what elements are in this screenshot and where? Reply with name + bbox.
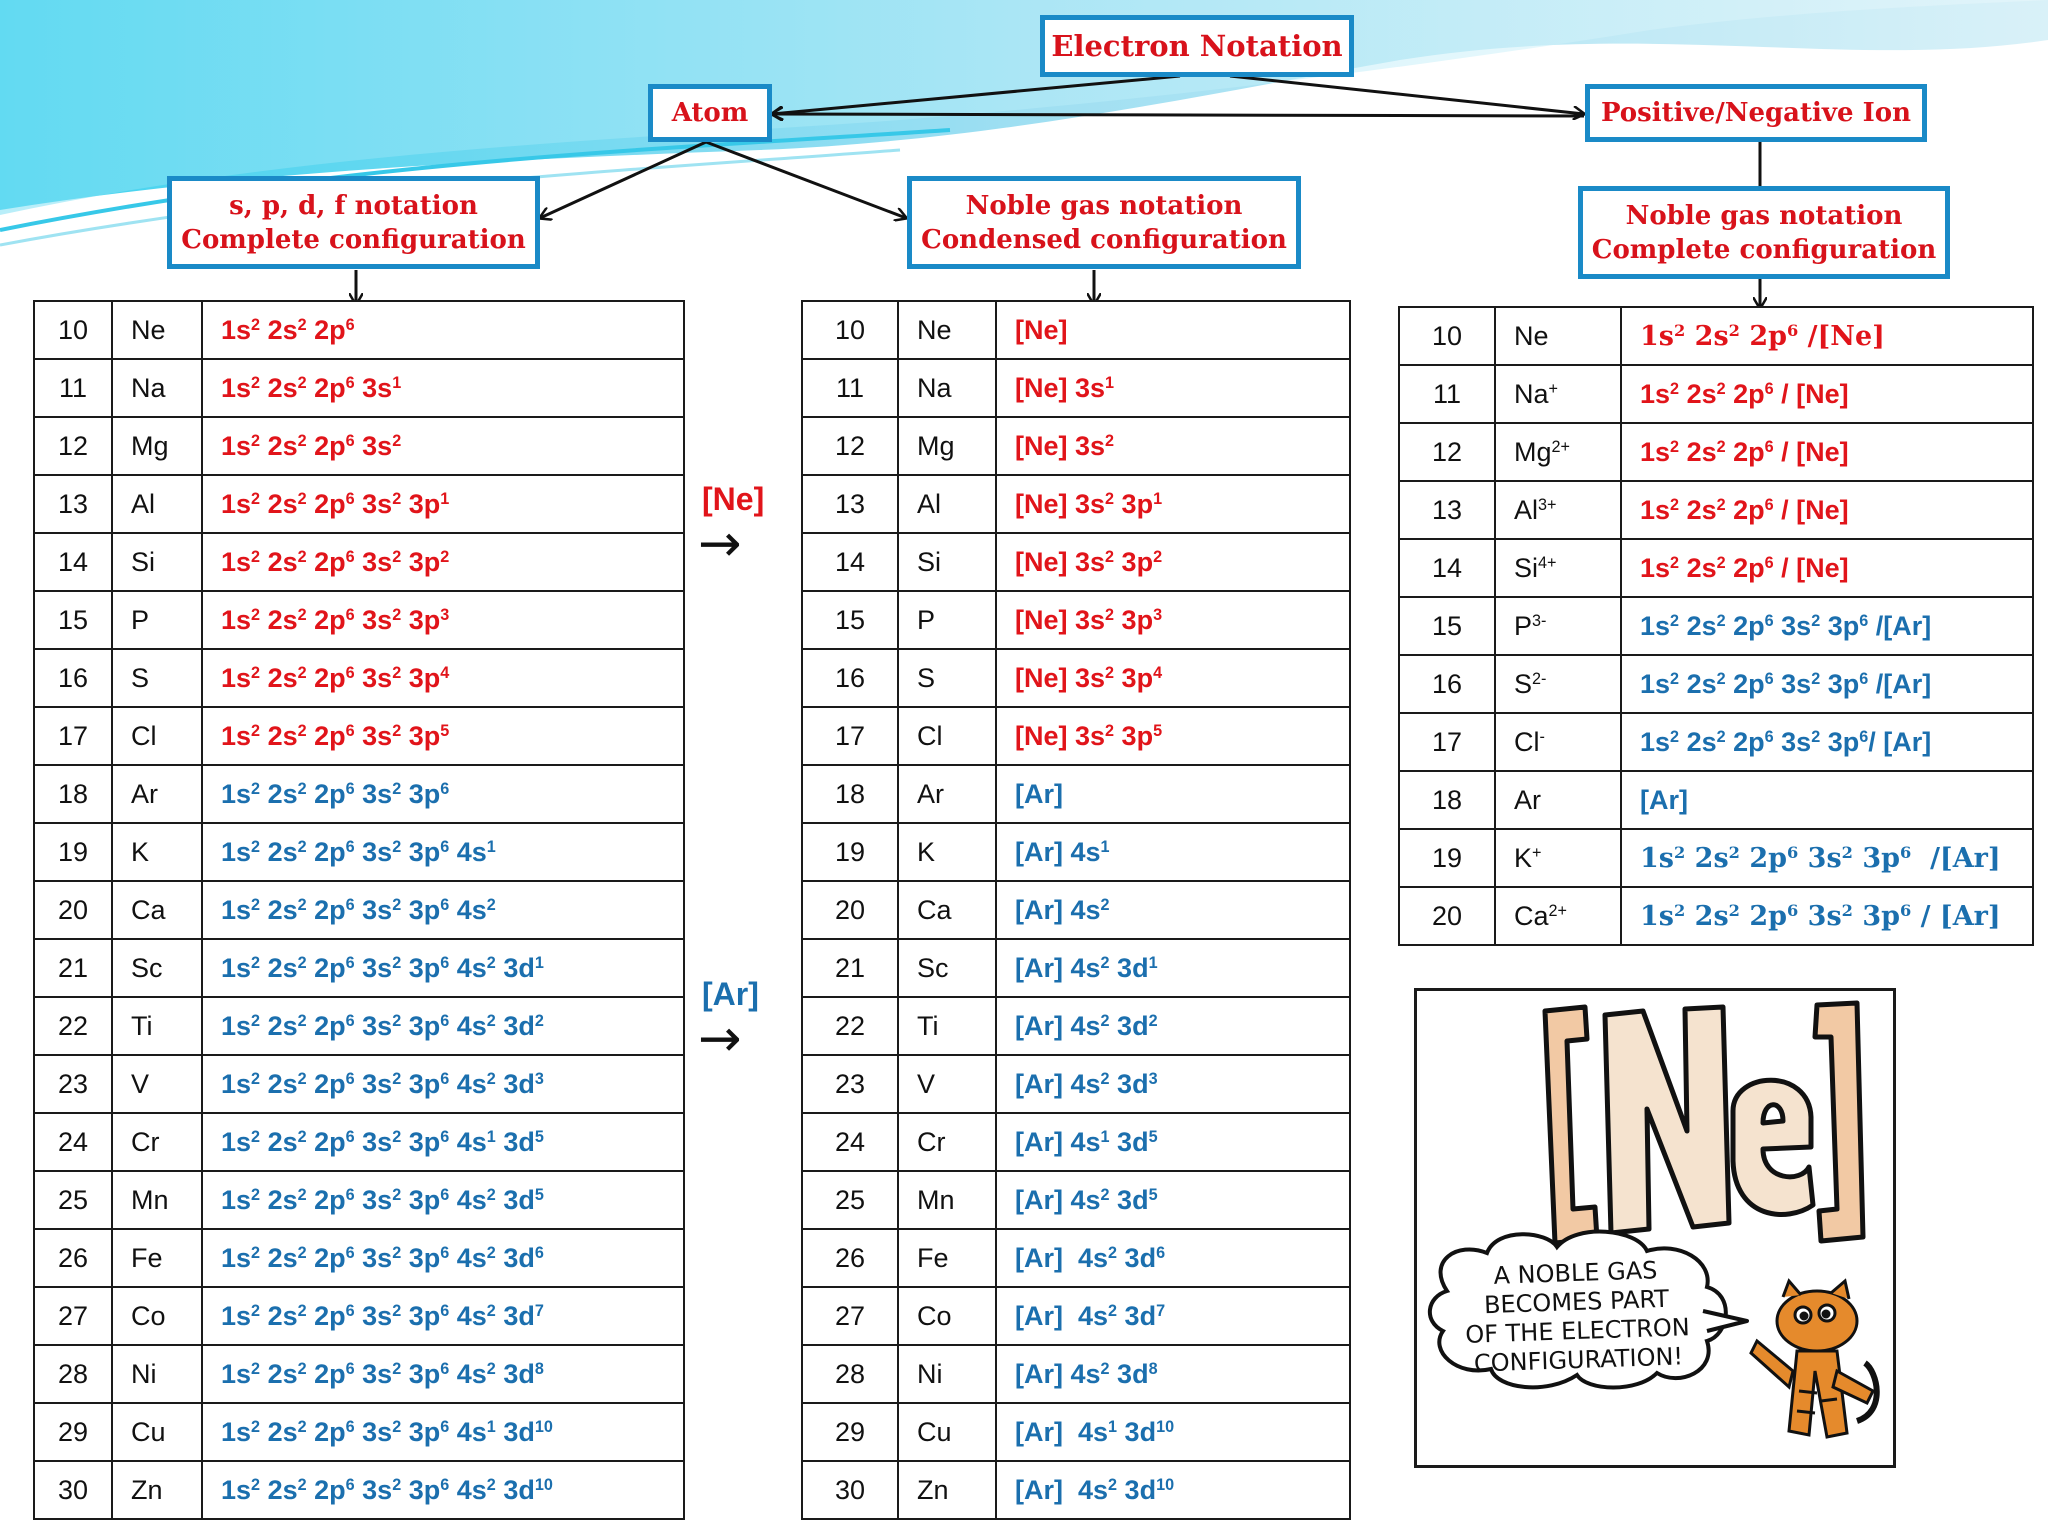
table-row [34,707,684,765]
element-symbol-cell: Ni [898,1345,996,1403]
table-row [1399,539,2033,597]
element-symbol-cell: $Mg^{2+}$ [1495,423,1621,481]
element-symbol-cell: Na+ [1495,365,1621,423]
table-row [1399,597,2033,655]
configuration-cell: [Ar] $4s^2$ $3d^1$ [996,939,1350,997]
element-symbol-cell: Ca [112,881,202,939]
configuration-cell: $1s^2$ $2s^2$ $2p^6$ $3s^2$ $3p^6$ /[Ar] [1621,655,2033,713]
atomic-number-cell: 21 [802,939,898,997]
configuration-cell: [Ar] $4s^2$ $3d^7$ [996,1287,1350,1345]
configuration-cell: $1s^2$ $2s^2$ $2p^6 / [Ne]$ [1621,423,2033,481]
configuration-cell: $1s^2$ $2s^2$ $2p^6$ $3s^2$ $3p^6/$ [Ar] [1621,713,2033,771]
atomic-number-cell: 13 [802,475,898,533]
element-symbol-cell: Al [898,475,996,533]
configuration-cell: $1s^2$ $2s^2$ $2p^6$ $3s^2$ $3p^4$ [202,649,684,707]
table-row [34,1461,684,1519]
atomic-number-cell: 25 [34,1171,112,1229]
atomic-number-cell: 13 [1399,481,1495,539]
ar-label: [Ar] [702,976,759,1012]
configuration-cell: $1s^2$ $2s^2$ $2p^6$ $3s^2$ $3p^6$ $4s^1$ [202,823,684,881]
table-row [34,1113,684,1171]
atomic-number-cell: 19 [802,823,898,881]
atomic-number-cell: 20 [1399,887,1495,945]
table-row [802,301,1350,359]
atomic-number-cell: 11 [1399,365,1495,423]
configuration-cell: [Ar] [1621,771,2033,829]
element-symbol-cell: $S^{2-}$ [1495,655,1621,713]
noble-gas-cartoon [1414,988,1896,1468]
noble-table-body [802,301,1350,1519]
atomic-number-cell: 19 [1399,829,1495,887]
configuration-cell: [Ar] $4s^2$ $3d^3$ [996,1055,1350,1113]
element-symbol-cell: Ti [898,997,996,1055]
element-symbol-cell: Al [112,475,202,533]
element-symbol-cell: Ca [898,881,996,939]
noble-line1: Noble gas notation [965,190,1243,221]
atomic-number-cell: 23 [34,1055,112,1113]
element-symbol-cell: Si [112,533,202,591]
configuration-cell: $1s^2$ $2s^2$ $2p^6$ $3s^2$ $3p^6$ $4s^2$ $3d^3$ [202,1055,684,1113]
element-symbol-cell: V [112,1055,202,1113]
atom-text: Atom [671,98,749,128]
element-symbol-cell: Co [898,1287,996,1345]
element-symbol-cell: Co [112,1287,202,1345]
element-symbol-cell: K+ [1495,829,1621,887]
speech-bubble-text [1455,1255,1699,1379]
element-symbol-cell: Zn [898,1461,996,1519]
element-symbol-cell: Cr [898,1113,996,1171]
cartoon-drawing [1417,991,1893,1465]
table-row [1399,887,2033,945]
table-row [34,533,684,591]
configuration-cell: [Ar] [996,765,1350,823]
atomic-number-cell: 15 [802,591,898,649]
atomic-number-cell: 14 [802,533,898,591]
ne-label: [Ne] [702,481,765,517]
table-row [802,707,1350,765]
configuration-cell: [Ar] $4s^2$ $3d^6$ [996,1229,1350,1287]
table-row [802,475,1350,533]
element-symbol-cell: Ne [112,301,202,359]
element-symbol-cell: Ni [112,1345,202,1403]
table-row [34,939,684,997]
atomic-number-cell: 25 [802,1171,898,1229]
configuration-cell: $1s^2$ $2s^2$ $2p^6$ $3s^2$ $3p^6$ $4s^2$ $3d^{10}$ [202,1461,684,1519]
element-symbol-cell: Zn [112,1461,202,1519]
configuration-cell: [Ne] $3s^2$ $3p^3$ [996,591,1350,649]
atomic-number-cell: 16 [802,649,898,707]
table-row [1399,655,2033,713]
element-symbol-cell: Ti [112,997,202,1055]
atomic-number-cell: 24 [34,1113,112,1171]
configuration-cell: $1s^2$ $2s^2$ $2p^6$ $3s^2$ $3p^6$ $4s^2$ $3d^5$ [202,1171,684,1229]
table-row [34,417,684,475]
table-row [1399,771,2033,829]
table-row [802,765,1350,823]
configuration-cell: [Ar] $4s^1$ [996,823,1350,881]
table-row [34,1403,684,1461]
table-row [802,939,1350,997]
configuration-cell: [Ne] [996,301,1350,359]
table-row [802,997,1350,1055]
ion-table-body [1399,307,2033,945]
ne-arrow-icon: → [698,514,742,574]
configuration-cell: [Ar] $4s^2$ [996,881,1350,939]
atomic-number-cell: 24 [802,1113,898,1171]
atomic-number-cell: 26 [802,1229,898,1287]
table-row [802,1287,1350,1345]
table-row [34,1055,684,1113]
atomic-number-cell: 11 [34,359,112,417]
table-row [34,359,684,417]
bubble-line-3: OF THE ELECTRON [1464,1313,1691,1349]
configuration-cell: $1s^2$ $2s^2$ $2p^6 / [Ne]$ [1621,539,2033,597]
atomic-number-cell: 15 [1399,597,1495,655]
table-row [802,533,1350,591]
table-row [802,359,1350,417]
tiger-icon [1751,1281,1877,1437]
configuration-cell: [Ar] $4s^2$ $3d^{10}$ [996,1461,1350,1519]
element-symbol-cell: Sc [898,939,996,997]
configuration-cell: [Ne] $3s^2$ $3p^4$ [996,649,1350,707]
element-symbol-cell: Ar [1495,771,1621,829]
table-row [802,1461,1350,1519]
table-row [1399,365,2033,423]
configuration-cell: $1s^2$ $2s^2$ $2p^6$ $3s^2$ $3p^1$ [202,475,684,533]
atomic-number-cell: 20 [802,881,898,939]
table-row [34,475,684,533]
configuration-cell: [Ne] $3s^2$ $3p^5$ [996,707,1350,765]
atomic-number-cell: 23 [802,1055,898,1113]
atomic-number-cell: 20 [34,881,112,939]
atomic-number-cell: 13 [34,475,112,533]
atomic-number-cell: 28 [802,1345,898,1403]
atomic-number-cell: 22 [34,997,112,1055]
atom-box [648,84,772,142]
element-symbol-cell: Mn [112,1171,202,1229]
element-symbol-cell: Si [898,533,996,591]
table-row [802,649,1350,707]
title-text: Electron Notation [1051,29,1343,63]
configuration-cell: $1s^2$ $2s^2$ $2p^6$ $3s^2$ $3p^2$ [202,533,684,591]
configuration-cell: $1s^2$ $2s^2$ $2p^6$ $3s^2$ $3p^6$ $4s^1$ $3d^{10}$ [202,1403,684,1461]
atomic-number-cell: 12 [802,417,898,475]
table-row [34,997,684,1055]
atomic-number-cell: 15 [34,591,112,649]
atomic-number-cell: 18 [802,765,898,823]
configuration-cell: [Ar] $4s^2$ $3d^2$ [996,997,1350,1055]
element-symbol-cell: Cl- [1495,713,1621,771]
noble-gas-complete-box [1578,186,1950,279]
configuration-cell: $1s^2$ $2s^2$ $2p^6 / [Ne]$ [1621,481,2033,539]
element-symbol-cell: Cr [112,1113,202,1171]
atomic-number-cell: 14 [1399,539,1495,597]
configuration-cell: [Ar] $4s^1$ $3d^{10}$ [996,1403,1350,1461]
atomic-number-cell: 30 [34,1461,112,1519]
atomic-number-cell: 12 [34,417,112,475]
element-symbol-cell: Cu [898,1403,996,1461]
table-row [802,1171,1350,1229]
element-symbol-cell: S [898,649,996,707]
bubble-line-4: CONFIGURATION! [1473,1342,1684,1378]
element-symbol-cell: Na [898,359,996,417]
element-symbol-cell: Ne [1495,307,1621,365]
element-symbol-cell: $Ca^{2+}$ [1495,887,1621,945]
atomic-number-cell: 11 [802,359,898,417]
table-row [34,881,684,939]
configuration-cell: $1s^2$ $2s^2$ $2p^6$ $3s^2$ $3p^6$ [202,765,684,823]
ion-box [1585,84,1927,142]
element-symbol-cell: P [898,591,996,649]
element-symbol-cell: Ne [898,301,996,359]
element-symbol-cell: Sc [112,939,202,997]
element-symbol-cell: Cu [112,1403,202,1461]
configuration-cell: $1s^2$ $2s^2$ $2p^6$ $3s^2$ $3p^6$ $4s^2$ $3d^6$ [202,1229,684,1287]
table-row [1399,829,2033,887]
element-symbol-cell: Ar [112,765,202,823]
element-symbol-cell: Cl [112,707,202,765]
atomic-number-cell: 10 [34,301,112,359]
atomic-number-cell: 17 [802,707,898,765]
table-row [802,591,1350,649]
atomic-number-cell: 26 [34,1229,112,1287]
table-row [1399,713,2033,771]
configuration-cell: $1s^2$ $2s^2$ $2p^6$ [202,301,684,359]
table-row [1399,423,2033,481]
configuration-cell: [Ar] $4s^1$ $3d^5$ [996,1113,1350,1171]
ar-arrow-icon: → [698,1009,742,1069]
configuration-cell: $1s^2$ $2s^2$ $2p^6$ $3s^2$ $3p^3$ [202,591,684,649]
atomic-number-cell: 17 [34,707,112,765]
configuration-cell: $1s^2$ $2s^2$ $2p^6$ /[Ne] [1621,307,2033,365]
spdf-notation-box [167,176,540,269]
configuration-cell: $1s^2$ $2s^2$ $2p^6$ $3s^2$ $3p^6$ /[Ar] [1621,829,2033,887]
table-row [802,417,1350,475]
configuration-cell: $1s^2$ $2s^2$ $2p^6$ $3s^2$ $3p^6$ /[Ar] [1621,597,2033,655]
element-symbol-cell: Na [112,359,202,417]
ion-noble-line1: Noble gas notation [1625,200,1903,231]
atomic-number-cell: 19 [34,823,112,881]
configuration-cell: $1s^2$ $2s^2$ $2p^6$ $3s^1$ [202,359,684,417]
configuration-cell: [Ar] $4s^2$ $3d^5$ [996,1171,1350,1229]
table-row [34,1171,684,1229]
atomic-number-cell: 22 [802,997,898,1055]
configuration-cell: [Ne] $3s^2$ $3p^2$ [996,533,1350,591]
configuration-cell: [Ar] $4s^2$ $3d^8$ [996,1345,1350,1403]
element-symbol-cell: Fe [112,1229,202,1287]
atomic-number-cell: 17 [1399,713,1495,771]
element-symbol-cell: Mn [898,1171,996,1229]
ion-configuration-table [1398,306,2034,946]
noble-line2: Condensed configuration [921,224,1287,255]
atomic-number-cell: 18 [1399,771,1495,829]
configuration-cell: $1s^2$ $2s^2$ $2p^6$ $3s^2$ $3p^6$ $4s^2$ $3d^2$ [202,997,684,1055]
table-row [34,1229,684,1287]
atomic-number-cell: 18 [34,765,112,823]
element-symbol-cell: $P^{3-}$ [1495,597,1621,655]
element-symbol-cell: P [112,591,202,649]
configuration-cell: [Ne] $3s^1$ [996,359,1350,417]
table-row [802,1055,1350,1113]
table-row [802,1345,1350,1403]
spdf-table-body [34,301,684,1519]
configuration-cell: $1s^2$ $2s^2$ $2p^6$ $3s^2$ $3p^6$ $4s^2$ $3d^7$ [202,1287,684,1345]
element-symbol-cell: Mg [112,417,202,475]
ion-noble-line2: Complete configuration [1591,234,1937,265]
element-symbol-cell: Cl [898,707,996,765]
table-row [802,1229,1350,1287]
spdf-configuration-table [33,300,685,1520]
spdf-line2: Complete configuration [181,224,526,255]
table-row [1399,307,2033,365]
atomic-number-cell: 27 [802,1287,898,1345]
noble-gas-condensed-box [907,176,1301,269]
table-row [802,1113,1350,1171]
electron-notation-title-box [1040,15,1354,77]
table-row [802,823,1350,881]
table-row [34,591,684,649]
table-row [802,881,1350,939]
configuration-cell: $1s^2$ $2s^2$ $2p^6$ $3s^2$ $3p^6$ $4s^2$ $3d^1$ [202,939,684,997]
atomic-number-cell: 28 [34,1345,112,1403]
configuration-cell: [Ne] $3s^2$ [996,417,1350,475]
bubble-line-1: A NOBLE GAS [1493,1256,1658,1290]
ne-logo-icon [1545,1003,1863,1243]
element-symbol-cell: Ar [898,765,996,823]
configuration-cell: $1s^2$ $2s^2$ $2p^6$ $3s^2$ $3p^6$ $4s^2$ [202,881,684,939]
configuration-cell: $1s^2$ $2s^2$ $2p^6$ $3s^2$ $3p^6 / [Ar]$ [1621,887,2033,945]
table-row [34,649,684,707]
atomic-number-cell: 29 [34,1403,112,1461]
noble-gas-configuration-table [801,300,1351,1520]
element-symbol-cell: V [898,1055,996,1113]
bubble-line-2: BECOMES PART [1483,1284,1670,1320]
element-symbol-cell: S [112,649,202,707]
element-symbol-cell: $Al^{3+}$ [1495,481,1621,539]
table-row [34,1345,684,1403]
atomic-number-cell: 12 [1399,423,1495,481]
configuration-cell: $1s^2$ $2s^2$ $2p^6$ $3s^2$ $3p^5$ [202,707,684,765]
atomic-number-cell: 21 [34,939,112,997]
element-symbol-cell: K [112,823,202,881]
element-symbol-cell: $Si^{4+}$ [1495,539,1621,597]
table-row [34,823,684,881]
element-symbol-cell: Mg [898,417,996,475]
atomic-number-cell: 29 [802,1403,898,1461]
atomic-number-cell: 27 [34,1287,112,1345]
atomic-number-cell: 14 [34,533,112,591]
table-row [802,1403,1350,1461]
table-row [34,301,684,359]
configuration-cell: $1s^2$ $2s^2$ $2p^6$ $3s^2$ [202,417,684,475]
atomic-number-cell: 30 [802,1461,898,1519]
table-row [34,1287,684,1345]
configuration-cell: $1s^2$ $2s^2$ $2p^6$ $3s^2$ $3p^6$ $4s^1$ $3d^5$ [202,1113,684,1171]
configuration-cell: [Ne] $3s^2$ $3p^1$ [996,475,1350,533]
spdf-line1: s, p, d, f notation [229,190,478,221]
element-symbol-cell: Fe [898,1229,996,1287]
configuration-cell: $1s^2$ $2s^2$ $2p^6$ $3s^2$ $3p^6$ $4s^2$ $3d^8$ [202,1345,684,1403]
atomic-number-cell: 10 [1399,307,1495,365]
ion-text: Positive/Negative Ion [1600,98,1912,128]
atomic-number-cell: 16 [1399,655,1495,713]
table-row [1399,481,2033,539]
atomic-number-cell: 16 [34,649,112,707]
table-row [34,765,684,823]
atomic-number-cell: 10 [802,301,898,359]
configuration-cell: $1s^2$ $2s^2$ $2p^6 / [Ne]$ [1621,365,2033,423]
element-symbol-cell: K [898,823,996,881]
